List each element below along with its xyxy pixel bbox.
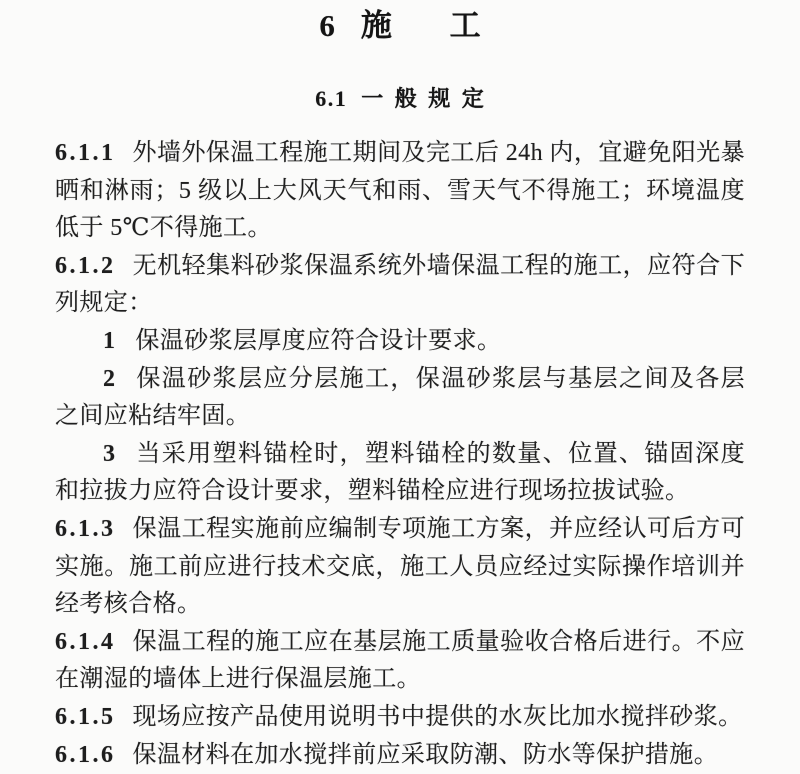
clause	[55, 699, 745, 737]
clause-text: 外墙外保温工程施工期间及完工后 24h 内，宜避免阳光暴晒和淋雨；5 级以上大风天气和雨、雪天气不得施工；环境温度低于 5℃不得施工。	[55, 140, 745, 241]
subclause-number: 1	[103, 328, 115, 354]
subclause-item	[55, 361, 745, 436]
subclause-item	[55, 436, 745, 511]
clause-text: 无机轻集料砂浆保温系统外墙保温工程的施工，应符合下列规定：	[55, 253, 745, 317]
clause	[55, 135, 745, 248]
clause	[55, 624, 745, 699]
clause-number: 6.1.6	[55, 742, 116, 768]
subclause-text: 当采用塑料锚栓时，塑料锚栓的数量、位置、锚固深度和拉拔力应符合设计要求，塑料锚栓应进行现场拉拔试验。	[55, 441, 745, 505]
subclause-text: 保温砂浆层厚度应符合设计要求。	[135, 328, 501, 354]
subclause-list	[55, 323, 745, 511]
section-title: 一 般 规 定	[361, 86, 485, 111]
section-number: 6.1	[315, 86, 347, 111]
subclause-text: 保温砂浆层应分层施工，保温砂浆层与基层之间及各层之间应粘结牢固。	[55, 366, 745, 430]
clauses	[55, 135, 745, 774]
clause-paragraph	[55, 511, 745, 624]
clause-paragraph	[55, 737, 745, 774]
clause-text: 保温工程的施工应在基层施工质量验收合格后进行。不应在潮湿的墙体上进行保温层施工。	[55, 629, 745, 693]
subclause-item	[55, 323, 745, 361]
clause-paragraph	[55, 248, 745, 323]
clause	[55, 737, 745, 774]
clause	[55, 248, 745, 511]
clause-text: 现场应按产品使用说明书中提供的水灰比加水搅拌砂浆。	[133, 704, 743, 730]
clause-number: 6.1.5	[55, 704, 116, 730]
clause-number: 6.1.3	[55, 516, 116, 542]
clause-paragraph	[55, 699, 745, 737]
clause-paragraph	[55, 135, 745, 248]
clause-paragraph	[55, 624, 745, 699]
clause-number: 6.1.4	[55, 629, 116, 655]
section-heading	[55, 84, 745, 114]
chapter-heading	[55, 4, 745, 48]
clause-number: 6.1.2	[55, 253, 116, 279]
chapter-title: 施 工	[361, 8, 481, 43]
subclause-number: 3	[103, 441, 115, 467]
clause-number: 6.1.1	[55, 140, 116, 166]
chapter-number: 6	[319, 8, 335, 43]
clause-text: 保温材料在加水搅拌前应采取防潮、防水等保护措施。	[133, 742, 719, 768]
subclause-number: 2	[103, 366, 115, 392]
clause	[55, 511, 745, 624]
clause-text: 保温工程实施前应编制专项施工方案，并应经认可后方可实施。施工前应进行技术交底，施工人员应经过实际操作培训并经考核合格。	[55, 516, 745, 617]
